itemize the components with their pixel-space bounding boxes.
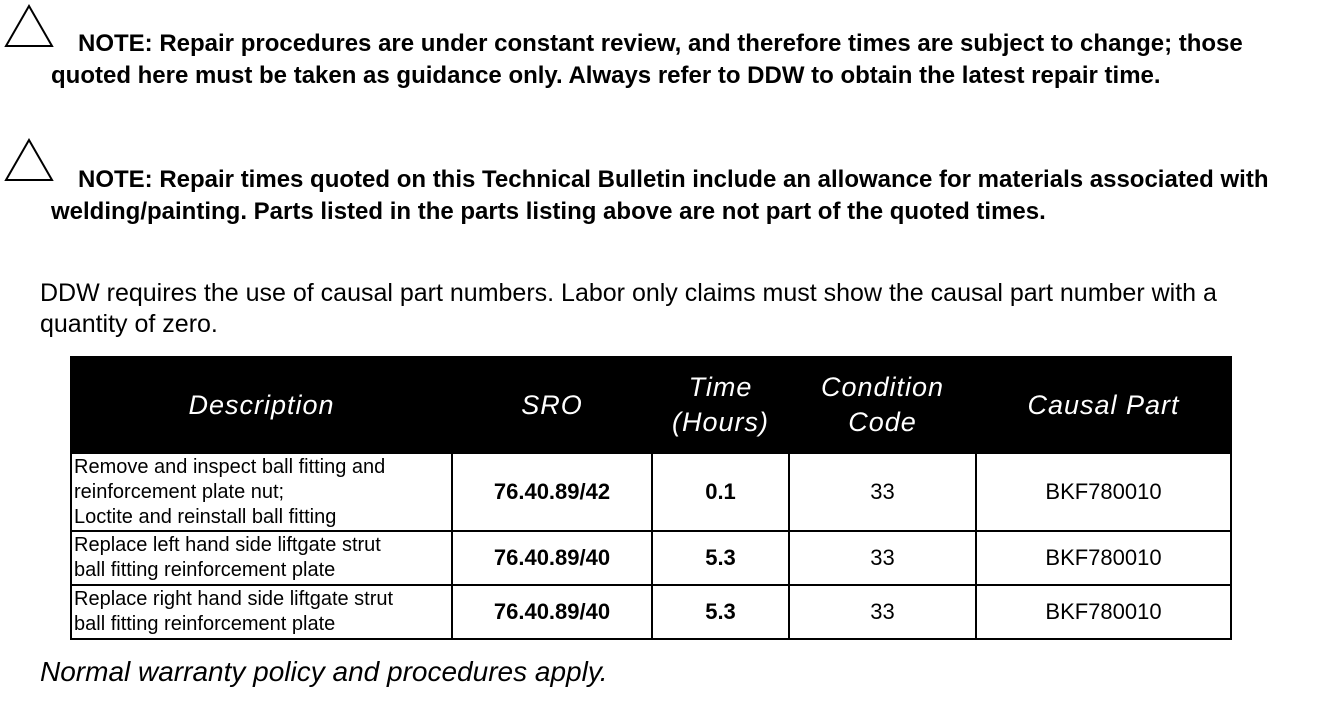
row-description — [71, 453, 452, 531]
row-sro: 76.40.89/40 — [452, 531, 652, 585]
row-causal-part: BKF780010 — [976, 453, 1231, 531]
header-causal-part: Causal Part — [976, 357, 1231, 453]
row-description — [71, 531, 452, 585]
header-description: Description — [71, 357, 452, 453]
row-time: 5.3 — [652, 585, 789, 639]
table-row — [71, 453, 1231, 531]
row-condition-code: 33 — [789, 585, 976, 639]
header-time-line1: Time — [688, 372, 753, 402]
row-sro: 76.40.89/42 — [452, 453, 652, 531]
repair-times-table — [70, 356, 1232, 640]
description-line: reinforcement plate nut; — [74, 480, 285, 503]
row-causal-part: BKF780010 — [976, 531, 1231, 585]
warning-triangle-icon — [4, 4, 54, 48]
row-condition-code: 33 — [789, 531, 976, 585]
description-line: Loctite and reinstall ball fitting — [74, 505, 337, 528]
description-line: ball fitting reinforcement plate — [74, 559, 336, 581]
row-description — [71, 585, 452, 639]
table-row — [71, 585, 1231, 639]
table-row — [71, 531, 1231, 585]
header-condition-code — [789, 357, 976, 453]
header-sro: SRO — [452, 357, 652, 453]
row-sro: 76.40.89/40 — [452, 585, 652, 639]
row-time: 5.3 — [652, 531, 789, 585]
row-causal-part: BKF780010 — [976, 585, 1231, 639]
intro-paragraph: DDW requires the use of causal part numbers. Labor only claims must show the causal part number with a quantity of zero. — [40, 279, 1217, 338]
description-line: ball fitting reinforcement plate — [74, 613, 336, 635]
header-condition-line2: Code — [848, 407, 917, 437]
description-line: Replace right hand side liftgate strut — [74, 588, 394, 610]
table-header-row — [71, 357, 1231, 453]
header-time — [652, 357, 789, 453]
row-time: 0.1 — [652, 453, 789, 531]
warranty-footer: Normal warranty policy and procedures apply. — [40, 656, 608, 687]
header-time-line2: (Hours) — [671, 407, 769, 437]
description-line: Replace left hand side liftgate strut — [74, 534, 381, 556]
warning-triangle-icon — [4, 138, 54, 182]
note-text: NOTE: Repair times quoted on this Technical Bulletin include an allowance for materials associated with welding/painting. Parts listed in the parts listing above are not part of the quoted times. — [51, 166, 1269, 225]
description-line: Remove and inspect ball fitting and — [74, 455, 386, 478]
row-condition-code: 33 — [789, 453, 976, 531]
note-text: NOTE: Repair procedures are under constant review, and therefore times are subject to change; those quoted here must be taken as guidance only. Always refer to DDW to obtain the latest repair time. — [51, 30, 1243, 89]
header-condition-line1: Condition — [820, 372, 945, 402]
